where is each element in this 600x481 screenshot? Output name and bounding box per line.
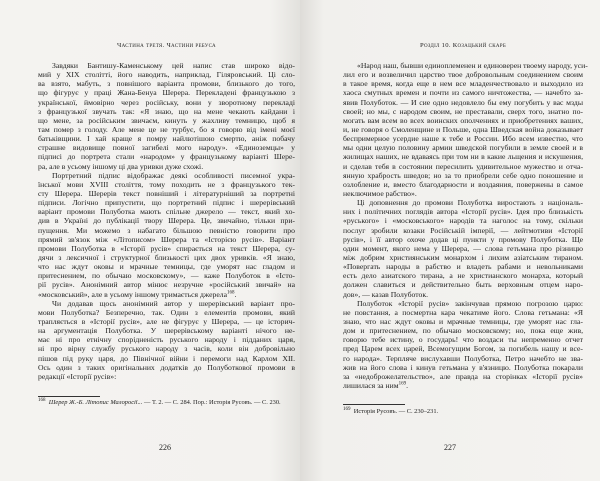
text-line: ва взято, мабуть, з повнішого варіанта промови, близького до того,: [38, 79, 295, 89]
text-line: пішов під руку царя, до Північної війни і перемоги над Карлом XII.: [38, 353, 295, 363]
text-line: Завдяки Бантишу-Каменському цей напис став широко відо-: [52, 61, 295, 70]
footnote-text: — Т. 2. — С. 284. Пор.: Исторія Русовъ. — С. 230.: [142, 399, 281, 406]
text-line: української, ймовірно через російську, вони у зворотному перекладі: [38, 97, 295, 107]
paragraph: [343, 198, 583, 299]
text-line: жилищах наших, не вдаваясь при том ни в какие льщения и искушения,: [343, 152, 583, 162]
footnote-author: Шерер Ж.-Б. Літопис Малоросії...: [48, 399, 143, 406]
text-line: редакції «Історії русів»:: [38, 371, 117, 381]
text-line: мий у XIX столітті, його наводить, наприклад, Гіляровський. Ці сло-: [38, 70, 295, 80]
text-line: явив Полуботок. — И сие одно недовлело бы ему погубить у вас мзды: [343, 97, 583, 107]
text-line: пред Царем всех царей, Всемогущим Богом, за погибель нашу и все-: [343, 344, 583, 354]
text-line: «руського» і «московського» народів та наголос на тому, скільки: [343, 216, 583, 226]
text-line: один момент, якого нема у Шерера, — слова гетьмана про різницю: [343, 243, 583, 253]
footnote: [343, 408, 583, 417]
text-line: озлобление и, вместо благодарности и воздаяния, повержены в самое: [343, 179, 583, 189]
text-line: дячи з лексичної і структурної близькості цих двох уривків. «Я знаю,: [38, 252, 295, 262]
text-line: янную храбрость шведов; но за то приобрели себе одно поношение и: [343, 170, 583, 180]
text-line: притеснением, по обычаю московскому», — каже Полуботок в «Істо-: [38, 271, 295, 281]
text-line: сту Шерера. Шерерів текст повніший і літературніший за портретні: [38, 188, 295, 198]
text-line: пущення. Ми можемо з набагато більшою певністю говорити про: [38, 225, 295, 235]
text-line: послуг зробили козаки Російській імперії, — лейтмотиви «Історії: [343, 225, 583, 235]
text-line: должен славиться и действительно быть верховным отцем наро-: [343, 280, 583, 290]
text-line: есть дело азиатского тирана, а не христианского монарха, который: [343, 271, 583, 281]
text-line: ні про вірну службу руського народу з часів, коли він добровільно: [38, 344, 295, 354]
line-text: «московський», але в усьому іншому тримається джерела: [38, 289, 227, 299]
text-line: что нас ждут оковы и мрачные темницы, где уморят нас гладом и: [38, 262, 295, 272]
text-line: страшне видовище повної загибелі мого народу». «Единоземцы» у: [38, 143, 295, 153]
text-line: їнської мови XVIII століття, тому походить не з французького тек-: [38, 179, 295, 189]
body-text: [343, 61, 588, 390]
footnote-number: 168: [38, 397, 46, 403]
text-line: з французької звучать так: «Я знаю, що на мене чекають кайдани і: [38, 106, 295, 116]
line-punctuation: .: [234, 289, 237, 299]
footnote-rule: [343, 404, 405, 405]
page-number: 226: [159, 443, 171, 452]
text-line: трапляється в «Історії русів», але не фігурує у Шерера, — це історич-: [38, 316, 295, 326]
footnote-rule: [38, 396, 100, 397]
footnote-number: 169: [343, 406, 351, 412]
text-line: дов», — казав Полуботок.: [343, 289, 428, 299]
text-line: хаоса смутных времен и почти из самого ничтожества, — начебто за-: [343, 88, 583, 98]
footnote-text: Исторія Русовъ. — С. 230–231.: [353, 408, 439, 415]
running-head: Розділ 10. Козацький скарб: [419, 42, 507, 49]
text-line: мы одни целую половину армии шведской погубили в земле своей и в: [343, 143, 583, 153]
text-line: що фігурує у праці Жана-Бенуа Шерера. Перекладені французькою з: [38, 88, 295, 98]
text-line: промови Полуботка в «Історії русів» спирається на текст Шерера, су-: [38, 243, 295, 253]
text-line: ра, але в усьому іншому ці два уривки дуже схожі.: [38, 161, 204, 171]
text-line: див в Україні до публікації твору Шерера. Це, звичайно, тільки при-: [38, 216, 295, 226]
text-line: неключимое рабство».: [343, 188, 417, 198]
text-line: жив на його слова і кинув гетьмана у в'язницю. Полуботка покарали: [343, 362, 583, 372]
running-head: Частина третя. Частини ребуса: [117, 42, 216, 49]
footnote-reference[interactable]: 169: [398, 381, 407, 387]
text-line: рії русів». Анонімний автор мінює незручне «російський звичай» на: [38, 280, 295, 290]
text-line: дом и притеснением, по обычаю московскому; но, пока еще жив,: [343, 326, 583, 336]
text-line: Ці доповнення до промови Полуботка виростають з національ-: [357, 198, 583, 208]
text-line: Ось один з таких оригінальних додатків до Полуботкової промови в: [38, 362, 295, 372]
text-line: батьківщини. І хай краще я помру найлютішою смертю, аніж побачу: [38, 134, 295, 144]
text-line: знаю, что нас ждут оковы и мрачные темницы, где уморят нас гла-: [343, 316, 583, 326]
body-text: [38, 61, 295, 381]
text-line: могать вам всем во всех воинских ополчениях и приобретениях ваших,: [343, 115, 583, 125]
text-line: говорю тебе истину, о государь! что воздаси ты непременно отчет: [343, 335, 583, 345]
text-line: на аргументація Полуботка. У шерерівському варіанті нічого не-: [38, 326, 295, 336]
text-line: русів», і її автор охоче додав ці пункти у промову Полуботка. Ще: [343, 234, 583, 244]
paragraph: [38, 61, 295, 171]
right-page: [300, 0, 600, 481]
text-line: и сделав тебя в состоянии пересилить удивительное мужество и отча-: [343, 161, 583, 171]
text-line: варіант промови Полуботка мають спільне джерело — текст, який хо-: [38, 207, 295, 217]
text-line: не повстання, а посмертна кара чекатиме його. Слова гетьмана: «Я: [343, 307, 583, 317]
paragraph: [38, 171, 295, 299]
text-line: прямий зв'язок між «Літописом» Шерера та «Історією русів». Варіант: [38, 234, 295, 244]
line-punctuation: .: [406, 380, 408, 390]
text-line: своей; но мы, с народом своим, не преставали, сверх того, знатно по-: [343, 106, 583, 116]
text-line: там помер з голоду. Але мене це не турбує, бо я говорю від імені моєї: [38, 124, 295, 134]
text-line: и, не говоря о Смоленщине и Польше, одна Шведская война доказывает: [343, 124, 583, 134]
text-line: мови Полуботка? Безперечно, так. Один з елементів промови, який: [38, 307, 295, 317]
text-line: них і політичних поглядів автора «Історії русів». Ідея про близькість: [343, 207, 583, 217]
text-line: що мене, за російським звичаєм, кинуть у жахливу темницю, щоб я: [38, 115, 295, 125]
footnote-reference[interactable]: 168: [227, 289, 235, 295]
text-line: Чи додавав щось анонімний автор у шерерівський варіант про-: [52, 298, 295, 308]
text-line: підписи. Логічно припустити, що портретний підпис і шерерівський: [38, 198, 295, 208]
text-line: підписі до портрета стали «народом» у французькому варіанті Шере-: [38, 152, 295, 162]
text-line: між добрим християнським монархом і лихим азіатським тираном.: [343, 252, 583, 262]
text-line: беспримерное усердие наше к тебе и России. Ибо всем известно, что: [343, 134, 583, 144]
text-line: Портретний підпис відображає деякі особливості писемної укра-: [52, 170, 295, 180]
text-line: [38, 290, 295, 299]
footnote: [38, 399, 295, 408]
text-line: має ні про етнічну спорідненість руського народу і підданих царя,: [38, 335, 295, 345]
text-line: лил его и возвеличил царство твое добровольным соединением своим: [343, 70, 583, 80]
line-text: лишилася за ним: [343, 380, 399, 390]
text-line: го народа». Терпляче вислухавши Полуботка, Петро начебто не зва-: [343, 353, 583, 363]
text-line: за «недоброжелательство», але правда на сторінках «Історії русів»: [343, 371, 583, 381]
paragraph: [343, 299, 583, 390]
text-line: Полуботок «Історії русів» закінчував прямою погрозою царю:: [357, 298, 583, 308]
page-number: 227: [444, 443, 456, 452]
paragraph: [343, 61, 588, 198]
text-line: в такое время, когда еще в нем все младенчествовало и выходило из: [343, 79, 583, 89]
text-line: [343, 381, 583, 390]
text-line: «Народ наш, бывши единоплеменен и единоверен твоему народу, уси-: [357, 61, 588, 70]
text-line: «Повергать народы в рабство и владеть рабами и невольниками: [343, 262, 583, 272]
paragraph: [38, 299, 295, 381]
